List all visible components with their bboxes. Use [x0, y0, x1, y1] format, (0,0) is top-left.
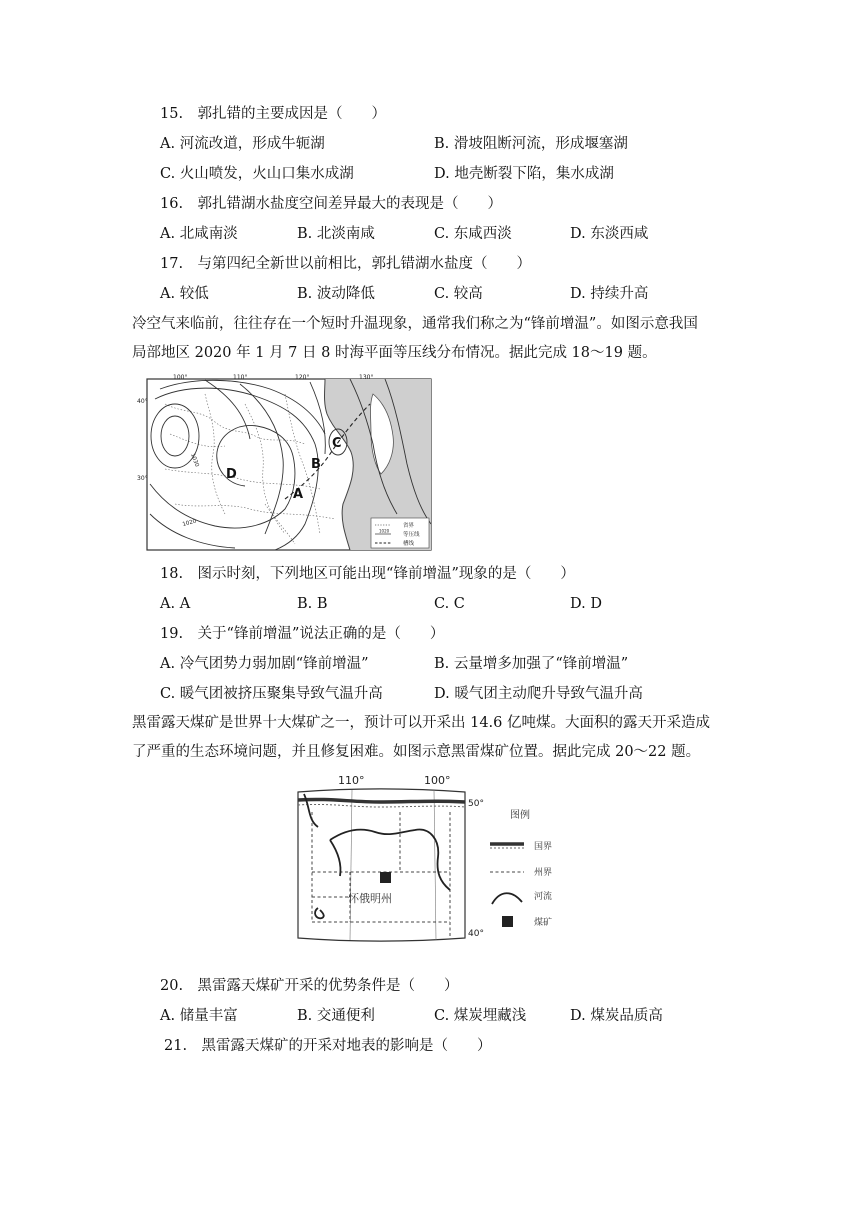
- isobar-map-figure: [137, 374, 433, 552]
- question-15-option-c[interactable]: C. 火山喷发，火山口集水成湖: [160, 166, 354, 182]
- question-16-option-a[interactable]: A. 北咸南淡: [160, 226, 238, 242]
- question-19-stem: 19. 关于“锋前增温”说法正确的是（ ）: [160, 626, 445, 642]
- map2-legend: [490, 808, 552, 928]
- question-17-option-d[interactable]: D. 持续升高: [570, 286, 649, 302]
- passage-2-line-1: 黑雷露天煤矿是世界十大煤矿之一，预计可以开采出 14.6 亿吨煤。大面积的露天开采造成: [132, 715, 710, 731]
- question-15-option-d[interactable]: D. 地壳断裂下陷，集水成湖: [434, 166, 614, 182]
- question-18-stem: 18. 图示时刻，下列地区可能出现“锋前增温”现象的是（ ）: [160, 566, 575, 582]
- coal-mine-map: [290, 772, 580, 948]
- point-label-d: D: [226, 467, 237, 482]
- question-20-option-a[interactable]: A. 储量丰富: [160, 1008, 238, 1024]
- question-16-option-c[interactable]: C. 东咸西淡: [434, 226, 512, 242]
- legend-trough-line: 槽线: [403, 541, 415, 547]
- question-20-option-c[interactable]: C. 煤炭埋藏浅: [434, 1008, 527, 1024]
- isobar-value-1030: 1030: [189, 452, 200, 468]
- map2-lon-label-100: 100°: [424, 774, 451, 787]
- passage-1-line-2: 局部地区 2020 年 1 月 7 日 8 时海平面等压线分布情况。据此完成 18～19 题。: [132, 345, 657, 361]
- question-15-option-b[interactable]: B. 滑坡阻断河流，形成堰塞湖: [434, 136, 628, 152]
- legend-isobar: 等压线: [403, 532, 420, 538]
- state-label-wyoming: 怀俄明州: [348, 892, 392, 905]
- coal-mine-map-figure: [290, 772, 580, 948]
- isobar-map: [137, 374, 433, 552]
- question-15-option-a[interactable]: A. 河流改道，形成牛轭湖: [160, 136, 325, 152]
- map1-legend: [371, 518, 429, 548]
- point-label-c: C: [332, 436, 342, 451]
- question-18-option-b[interactable]: B. B: [297, 596, 328, 612]
- map2-lat-label-50: 50°: [468, 799, 484, 809]
- map2-lon-label-110: 110°: [338, 774, 365, 787]
- passage-2-line-2: 了严重的生态环境问题，并且修复困难。如图示意黑雷煤矿位置。据此完成 20～22 题。: [132, 744, 701, 760]
- question-18-option-d[interactable]: D. D: [570, 596, 602, 612]
- legend-province-border: 省界: [403, 523, 415, 529]
- question-18-option-c[interactable]: C. C: [434, 596, 465, 612]
- map1-lon-label-130: 130°: [359, 374, 374, 381]
- legend-river: 河流: [534, 892, 553, 902]
- map1-lon-label-120: 120°: [295, 374, 310, 381]
- question-15-stem: 15. 郭扎错的主要成因是（ ）: [160, 106, 387, 122]
- coal-mine-marker: [380, 872, 391, 883]
- question-20-stem: 20. 黑雷露天煤矿开采的优势条件是（ ）: [160, 978, 459, 994]
- map1-lat-label-40: 40°: [137, 398, 148, 405]
- question-17-option-c[interactable]: C. 较高: [434, 286, 483, 302]
- question-18-option-a[interactable]: A. A: [160, 596, 191, 612]
- question-19-option-b[interactable]: B. 云量增多加强了“锋前增温”: [434, 656, 629, 672]
- question-19-option-a[interactable]: A. 冷气团势力弱加剧“锋前增温”: [160, 656, 369, 672]
- point-label-b: B: [311, 457, 321, 472]
- legend-state-border: 州界: [534, 868, 553, 878]
- question-17-stem: 17. 与第四纪全新世以前相比，郭扎错湖水盐度（ ）: [160, 256, 532, 272]
- legend-coal-mine: 煤矿: [534, 918, 553, 928]
- map1-lon-label-100: 100°: [173, 374, 188, 381]
- question-16-option-d[interactable]: D. 东淡西咸: [570, 226, 649, 242]
- legend-national-border: 国界: [534, 842, 553, 852]
- isobar-value-1020: 1020: [181, 518, 198, 528]
- map2-lat-label-40: 40°: [468, 929, 484, 939]
- question-17-option-b[interactable]: B. 波动降低: [297, 286, 375, 302]
- question-16-option-b[interactable]: B. 北淡南咸: [297, 226, 375, 242]
- point-label-a: A: [293, 487, 304, 502]
- question-20-option-b[interactable]: B. 交通便利: [297, 1008, 375, 1024]
- question-20-option-d[interactable]: D. 煤炭品质高: [570, 1008, 663, 1024]
- map1-lon-label-110: 110°: [233, 374, 248, 381]
- question-19-option-d[interactable]: D. 暖气团主动爬升导致气温升高: [434, 686, 643, 702]
- question-16-stem: 16. 郭扎错湖水盐度空间差异最大的表现是（ ）: [160, 196, 503, 212]
- question-19-option-c[interactable]: C. 暖气团被挤压聚集导致气温升高: [160, 686, 383, 702]
- passage-1-line-1: 冷空气来临前，往往存在一个短时升温现象，通常我们称之为“锋前增温”。如图示意我国: [132, 316, 698, 332]
- map2-legend-title: 图例: [510, 810, 530, 821]
- question-21-stem: 21. 黑雷露天煤矿的开采对地表的影响是（ ）: [164, 1038, 492, 1054]
- legend-isobar-sample-value: 1020: [379, 528, 390, 534]
- map1-lat-label-30: 30°: [137, 475, 148, 482]
- question-17-option-a[interactable]: A. 较低: [160, 286, 209, 302]
